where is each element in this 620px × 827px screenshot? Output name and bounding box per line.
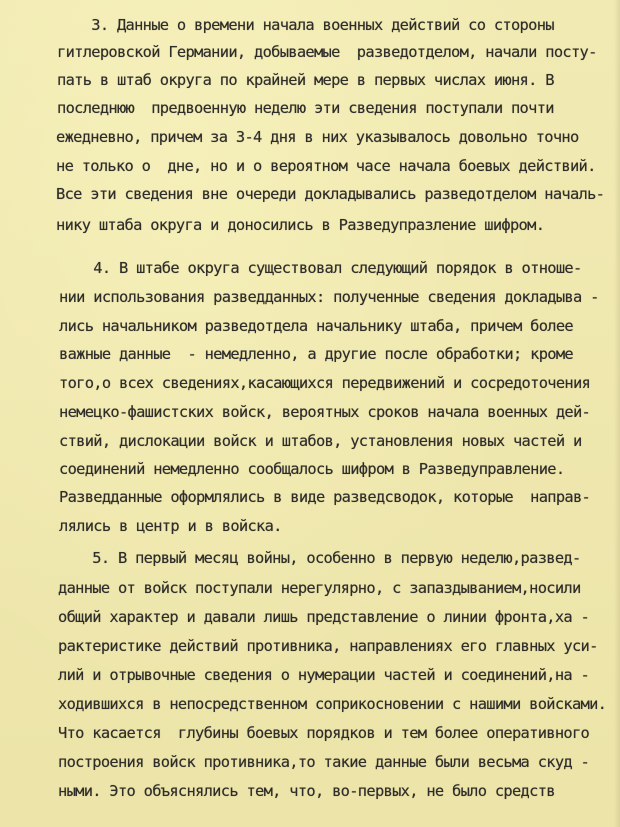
text-line-18: лялись в центр и в войска. [59,517,282,535]
text-line-22: рактеристике действий противника, направлениях его главных уси- [58,637,598,655]
text-line-1: 3. Данные о времени начала военных действий со стороны [57,16,554,34]
text-line-2: гитлеровской Германии, добываемые разведотделом, начали посту- [57,43,597,61]
text-line-21: общий характер и давали лишь представление о линии фронта,ха - [58,608,590,626]
text-line-26: построения войск противника,то такие данные были весьма скуд - [58,753,590,771]
text-line-23: лий и отрывочные сведения о нумерации частей и соединений,на - [58,666,590,684]
text-line-16: соединений немедленно сообщалось шифром в Разведуправление. [59,460,565,478]
text-line-3: пать в штаб округа по крайней мере в первых числах июня. В [57,71,554,89]
page-edge-shadow [614,0,620,827]
text-line-13: того,о всех сведениях,касающихся передвижений и сосредоточения [59,374,591,392]
text-line-15: ствий, дислокации войск и штабов, установления новых частей и [59,432,582,450]
text-line-11: лись начальником разведотдела начальнику штаба, причем более [59,317,573,335]
text-line-19: 5. В первый месяц войны, особенно в первую неделю,развед- [58,549,581,567]
text-line-8: нику штаба округа и доносились в Разведупразление шифром. [56,216,545,234]
text-line-10: нии использования разведданных: полученные сведения докладыва - [59,288,599,306]
text-line-27: ными. Это объяснялись тем, что, во-первых, не было средств [58,782,555,800]
text-line-4: последнюю предвоенную неделю эти сведения поступали почти [57,99,554,117]
text-line-14: немецко-фашистских войск, вероятных сроков начала военных дей- [59,403,591,421]
text-line-20: данные от войск поступали нерегулярно, с запаздыванием,носили [58,579,581,597]
text-line-5: ежедневно, причем за 3-4 дня в них указывалось довольно точно [56,128,579,146]
text-line-6: не только о дне, но и о вероятном часе начала боевых действий. [56,157,596,175]
text-line-25: Что касается глубины боевых порядков и тем более оперативного [58,724,590,742]
text-line-9: 4. В штабе округа существовал следующий порядок в отноше- [59,259,582,277]
text-line-17: Разведданные оформлялись в виде разведсводок, которые направ- [59,488,591,506]
text-line-12: важные данные - немедленно, а другие после обработки; кроме [59,345,573,363]
text-line-24: ходившихся в непосредственном соприкосновении с нашими войсками. [58,695,607,713]
text-line-7: Все эти сведения вне очереди докладывались разведотделом началь- [56,185,605,203]
